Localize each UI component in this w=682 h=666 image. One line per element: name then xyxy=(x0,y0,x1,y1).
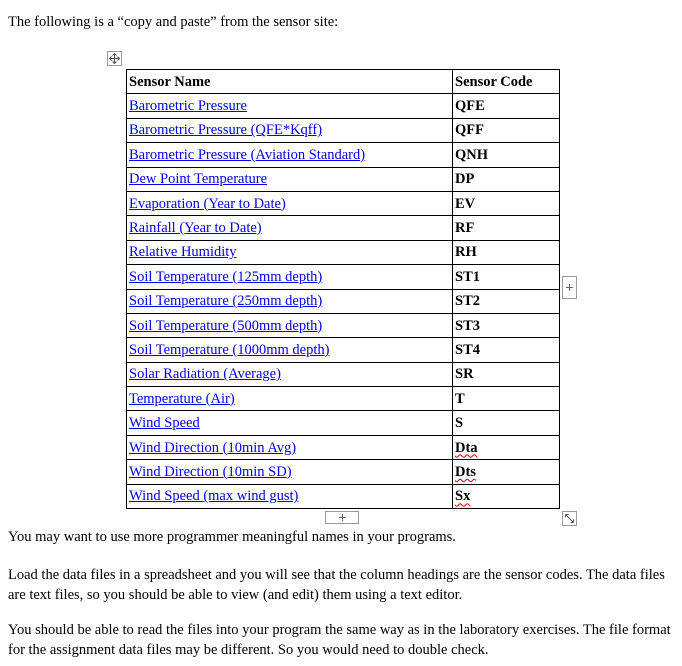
table-row xyxy=(127,118,560,142)
sensor-code-cell xyxy=(453,216,560,240)
table-row xyxy=(127,216,560,240)
column-header-sensor-name: Sensor Name xyxy=(127,70,453,94)
sensor-name-link[interactable]: Wind Direction (10min Avg) xyxy=(129,439,297,456)
sensor-code-cell xyxy=(453,118,560,142)
sensor-name-cell xyxy=(127,411,453,435)
sensor-name-cell xyxy=(127,94,453,118)
sensor-name-cell xyxy=(127,191,453,215)
sensor-code-cell xyxy=(453,338,560,362)
sensor-name-cell xyxy=(127,240,453,264)
column-header-sensor-code: Sensor Code xyxy=(453,70,560,94)
sensor-code: T xyxy=(455,390,465,407)
table-header-row xyxy=(127,70,560,94)
sensor-code-cell xyxy=(453,387,560,411)
table-row xyxy=(127,362,560,386)
sensor-name-cell xyxy=(127,338,453,362)
sensor-name-link[interactable]: Temperature (Air) xyxy=(129,390,235,407)
sensor-name-cell xyxy=(127,313,453,337)
table-row xyxy=(127,240,560,264)
sensor-name-link[interactable]: Soil Temperature (125mm depth) xyxy=(129,268,323,285)
table-row xyxy=(127,435,560,459)
paragraph-naming-advice: You may want to use more programmer meaningful names in your programs. xyxy=(8,529,456,545)
sensor-name-link[interactable]: Wind Speed xyxy=(129,415,200,432)
sensor-code-cell xyxy=(453,167,560,191)
table-move-icon xyxy=(109,53,120,64)
sensor-table xyxy=(126,69,560,509)
sensor-name-link[interactable]: Soil Temperature (1000mm depth) xyxy=(129,341,330,358)
intro-text: The following is a “copy and paste” from the sensor site: xyxy=(8,14,339,30)
sensor-code: DP xyxy=(455,171,475,188)
sensor-name-link[interactable]: Relative Humidity xyxy=(129,244,237,261)
sensor-code-cell xyxy=(453,313,560,337)
sensor-code: RH xyxy=(455,244,477,261)
sensor-code-cell xyxy=(453,362,560,386)
sensor-name-link[interactable]: Barometric Pressure (Aviation Standard) xyxy=(129,146,366,163)
sensor-name-link[interactable]: Barometric Pressure xyxy=(129,98,247,115)
table-move-handle[interactable] xyxy=(107,51,122,66)
table-row xyxy=(127,265,560,289)
table-row xyxy=(127,289,560,313)
sensor-code-cell xyxy=(453,411,560,435)
sensor-name-cell xyxy=(127,289,453,313)
sensor-code-cell xyxy=(453,484,560,508)
sensor-name-link[interactable]: Wind Direction (10min SD) xyxy=(129,463,292,480)
sensor-code: QFE xyxy=(455,98,485,115)
sensor-name-cell xyxy=(127,362,453,386)
table-row xyxy=(127,411,560,435)
sensor-name-link[interactable]: Evaporation (Year to Date) xyxy=(129,195,286,212)
sensor-name-cell xyxy=(127,435,453,459)
table-row xyxy=(127,338,560,362)
sensor-code-cell xyxy=(453,191,560,215)
add-column-button[interactable] xyxy=(562,276,577,299)
sensor-code: Dta xyxy=(455,439,478,456)
sensor-name-cell xyxy=(127,265,453,289)
sensor-name-link[interactable]: Dew Point Temperature xyxy=(129,171,268,188)
sensor-code: ST1 xyxy=(455,268,480,285)
table-row xyxy=(127,387,560,411)
paragraph-spreadsheet-instructions: Load the data files in a spreadsheet and you will see that the column headings are the sensor codes. The data files are text files, so you should be able to view (and edit) them using a text editor. xyxy=(8,567,665,603)
sensor-name-cell xyxy=(127,216,453,240)
sensor-code: RF xyxy=(455,220,475,237)
sensor-name-cell xyxy=(127,387,453,411)
sensor-name-link[interactable]: Solar Radiation (Average) xyxy=(129,366,281,383)
sensor-code-cell xyxy=(453,460,560,484)
sensor-name-link[interactable]: Rainfall (Year to Date) xyxy=(129,220,262,237)
sensor-name-link[interactable]: Soil Temperature (500mm depth) xyxy=(129,317,323,334)
sensor-code-cell xyxy=(453,143,560,167)
sensor-table-body xyxy=(127,94,560,509)
sensor-code: Sx xyxy=(455,488,471,505)
sensor-name-link[interactable]: Wind Speed (max wind gust) xyxy=(129,488,299,505)
sensor-code: ST2 xyxy=(455,293,480,310)
plus-icon xyxy=(565,283,574,292)
sensor-code: SR xyxy=(455,366,474,383)
table-resize-handle[interactable] xyxy=(562,511,577,526)
resize-arrows-icon xyxy=(564,513,575,524)
plus-icon xyxy=(338,513,347,522)
sensor-name-cell xyxy=(127,167,453,191)
table-row xyxy=(127,191,560,215)
table-row xyxy=(127,460,560,484)
sensor-code-cell xyxy=(453,94,560,118)
sensor-code: Dts xyxy=(455,463,476,480)
add-row-button[interactable] xyxy=(325,511,359,524)
table-row xyxy=(127,94,560,118)
sensor-code: ST3 xyxy=(455,317,480,334)
sensor-code: ST4 xyxy=(455,341,480,358)
table-row xyxy=(127,313,560,337)
table-row xyxy=(127,484,560,508)
paragraph-file-format-note: You should be able to read the files into your program the same way as in the laboratory exercises. The file format for the assignment data files may be different. So you would need to double check. xyxy=(8,622,671,658)
sensor-name-cell xyxy=(127,484,453,508)
sensor-code-cell xyxy=(453,289,560,313)
sensor-name-cell xyxy=(127,118,453,142)
sensor-name-link[interactable]: Soil Temperature (250mm depth) xyxy=(129,293,323,310)
sensor-code-cell xyxy=(453,435,560,459)
sensor-code-cell xyxy=(453,240,560,264)
sensor-code: QNH xyxy=(455,146,489,163)
sensor-code-cell xyxy=(453,265,560,289)
sensor-code: EV xyxy=(455,195,476,212)
sensor-name-link[interactable]: Barometric Pressure (QFE*Kqff) xyxy=(129,122,323,139)
sensor-name-cell xyxy=(127,143,453,167)
sensor-name-cell xyxy=(127,460,453,484)
sensor-code: QFF xyxy=(455,122,484,139)
sensor-code: S xyxy=(455,415,464,432)
table-row xyxy=(127,143,560,167)
table-row xyxy=(127,167,560,191)
